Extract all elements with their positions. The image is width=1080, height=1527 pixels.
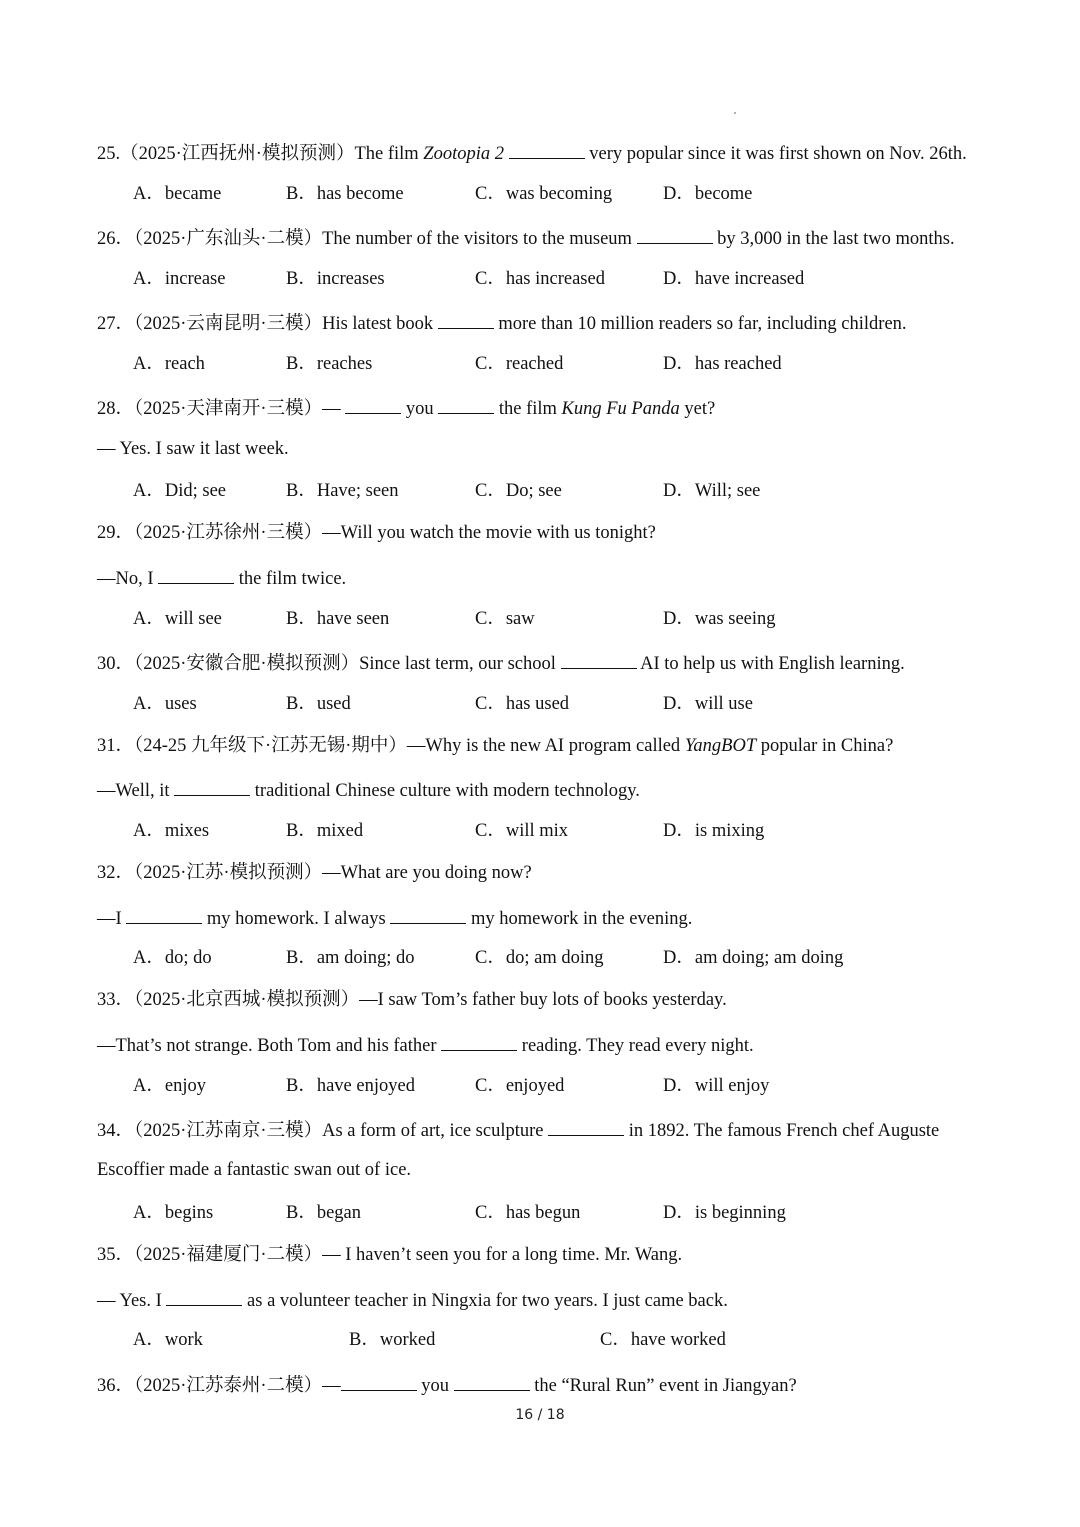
option-b: B．reaches — [286, 354, 373, 374]
answer-blank — [561, 652, 637, 669]
question-number: 27． — [97, 314, 135, 334]
question-continuation: Escoffier made a fantastic swan out of ice. — [97, 1160, 412, 1180]
question-source: （2025·安徽合肥·模拟预测） — [134, 654, 360, 674]
answer-blank — [438, 397, 494, 414]
question-34: 34．（2025·江苏南京·三模）As a form of art, ice sculpture in 1892. The famous French chef Auguste — [97, 1121, 940, 1141]
answer-blank — [438, 312, 494, 329]
option-a: A．begins — [133, 1203, 214, 1223]
option-a: A．work — [133, 1330, 203, 1350]
option-b: B．Have; seen — [286, 481, 399, 501]
answer-blank — [158, 567, 234, 584]
italic-title: Kung Fu Panda — [561, 399, 680, 419]
answer-blank — [345, 397, 401, 414]
answer-blank — [548, 1119, 624, 1136]
italic-title: YangBOT — [684, 736, 757, 756]
option-d: D．has reached — [663, 354, 782, 374]
option-d: D．will use — [663, 694, 753, 714]
option-d: D．is beginning — [663, 1203, 786, 1223]
option-b: B．am doing; do — [286, 948, 415, 968]
option-b: B．used — [286, 694, 351, 714]
question-number: 30． — [97, 654, 135, 674]
option-a: A．mixes — [133, 821, 210, 841]
option-d: D．will enjoy — [663, 1076, 770, 1096]
option-c: C．has increased — [475, 269, 605, 289]
dialogue-answer: —Well, it traditional Chinese culture with modern technology. — [97, 781, 640, 801]
question-source: （2025·江苏·模拟预测） — [134, 863, 323, 883]
option-d: D．Will; see — [663, 481, 761, 501]
question-source: （2025·江西抚州·模拟预测） — [120, 144, 355, 164]
option-b: B．have enjoyed — [286, 1076, 415, 1096]
question-source: （2025·江苏徐州·三模） — [134, 523, 323, 543]
option-d: D．is mixing — [663, 821, 765, 841]
option-c: C．will mix — [475, 821, 569, 841]
answer-blank — [390, 907, 466, 924]
option-c: C．enjoyed — [475, 1076, 565, 1096]
question-25: 25.（2025·江西抚州·模拟预测）The film Zootopia 2 very popular since it was first shown on Nov. 26th. — [97, 144, 967, 164]
answer-blank — [637, 227, 713, 244]
question-number: 36． — [97, 1376, 135, 1396]
option-b: B．mixed — [286, 821, 364, 841]
answer-blank — [454, 1374, 530, 1391]
question-source: （2025·福建厦门·二模） — [134, 1245, 323, 1265]
answer-blank — [441, 1034, 517, 1051]
dialogue-answer: — Yes. I saw it last week. — [97, 439, 289, 459]
page-number: 16 / 18 — [515, 1407, 565, 1423]
answer-blank — [166, 1289, 242, 1306]
option-a: A．increase — [133, 269, 226, 289]
question-number: 26． — [97, 229, 135, 249]
option-a: A．uses — [133, 694, 197, 714]
question-number: 33． — [97, 990, 135, 1010]
option-a: A．reach — [133, 354, 205, 374]
option-d: D．was seeing — [663, 609, 776, 629]
question-source: （24-25 九年级下·江苏无锡·期中） — [134, 736, 407, 756]
dialogue-answer: —That’s not strange. Both Tom and his father reading. They read every night. — [97, 1036, 754, 1056]
option-a: A．became — [133, 184, 222, 204]
question-31: 31．（24-25 九年级下·江苏无锡·期中）—Why is the new AI program called YangBOT popular in China? — [97, 736, 894, 756]
question-source: （2025·广东汕头·二模） — [134, 229, 323, 249]
question-source: （2025·云南昆明·三模） — [134, 314, 323, 334]
answer-blank — [126, 907, 202, 924]
option-d: D．have increased — [663, 269, 805, 289]
question-35: 35．（2025·福建厦门·二模）— I haven’t seen you for a long time. Mr. Wang. — [97, 1245, 683, 1265]
question-source: （2025·江苏泰州·二模） — [134, 1376, 323, 1396]
option-b: B．has become — [286, 184, 404, 204]
question-number: 31． — [97, 736, 135, 756]
option-b: B．have seen — [286, 609, 390, 629]
question-number: 28． — [97, 399, 135, 419]
scan-speck — [734, 112, 736, 114]
question-29: 29．（2025·江苏徐州·三模）—Will you watch the movie with us tonight? — [97, 523, 656, 543]
question-32: 32．（2025·江苏·模拟预测）—What are you doing now? — [97, 863, 532, 883]
option-c: C．saw — [475, 609, 535, 629]
dialogue-answer: —No, I the film twice. — [97, 569, 347, 589]
option-d: D．am doing; am doing — [663, 948, 844, 968]
option-c: C．reached — [475, 354, 564, 374]
question-28: 28．（2025·天津南开·三模）— you the film Kung Fu Panda yet? — [97, 399, 716, 419]
option-b: B．increases — [286, 269, 385, 289]
italic-title: Zootopia 2 — [423, 144, 504, 164]
question-source: （2025·北京西城·模拟预测） — [134, 990, 360, 1010]
option-c: C．was becoming — [475, 184, 613, 204]
option-d: D．become — [663, 184, 753, 204]
question-source: （2025·天津南开·三模） — [134, 399, 323, 419]
answer-blank — [174, 779, 250, 796]
option-b: B．worked — [349, 1330, 436, 1350]
question-36: 36．（2025·江苏泰州·二模）— you the “Rural Run” event in Jiangyan? — [97, 1376, 797, 1396]
option-c: C．has begun — [475, 1203, 581, 1223]
question-number: 25. — [97, 144, 121, 164]
question-number: 34． — [97, 1121, 135, 1141]
dialogue-answer: —I my homework. I always my homework in the evening. — [97, 909, 693, 929]
option-b: B．began — [286, 1203, 362, 1223]
option-c: C．have worked — [600, 1330, 726, 1350]
option-a: A．Did; see — [133, 481, 226, 501]
question-33: 33．（2025·北京西城·模拟预测）—I saw Tom’s father buy lots of books yesterday. — [97, 990, 727, 1010]
dialogue-answer: — Yes. I as a volunteer teacher in Ningxia for two years. I just came back. — [97, 1291, 728, 1311]
option-a: A．enjoy — [133, 1076, 206, 1096]
option-a: A．will see — [133, 609, 222, 629]
question-number: 29． — [97, 523, 135, 543]
answer-blank — [341, 1374, 417, 1391]
option-a: A．do; do — [133, 948, 212, 968]
question-26: 26．（2025·广东汕头·二模）The number of the visitors to the museum by 3,000 in the last two months. — [97, 229, 955, 249]
option-c: C．Do; see — [475, 481, 562, 501]
question-number: 32． — [97, 863, 135, 883]
answer-blank — [509, 142, 585, 159]
question-number: 35． — [97, 1245, 135, 1265]
question-27: 27．（2025·云南昆明·三模）His latest book more than 10 million readers so far, including children. — [97, 314, 907, 334]
option-c: C．has used — [475, 694, 570, 714]
option-c: C．do; am doing — [475, 948, 604, 968]
question-source: （2025·江苏南京·三模） — [134, 1121, 323, 1141]
question-30: 30．（2025·安徽合肥·模拟预测）Since last term, our school AI to help us with English learning. — [97, 654, 905, 674]
